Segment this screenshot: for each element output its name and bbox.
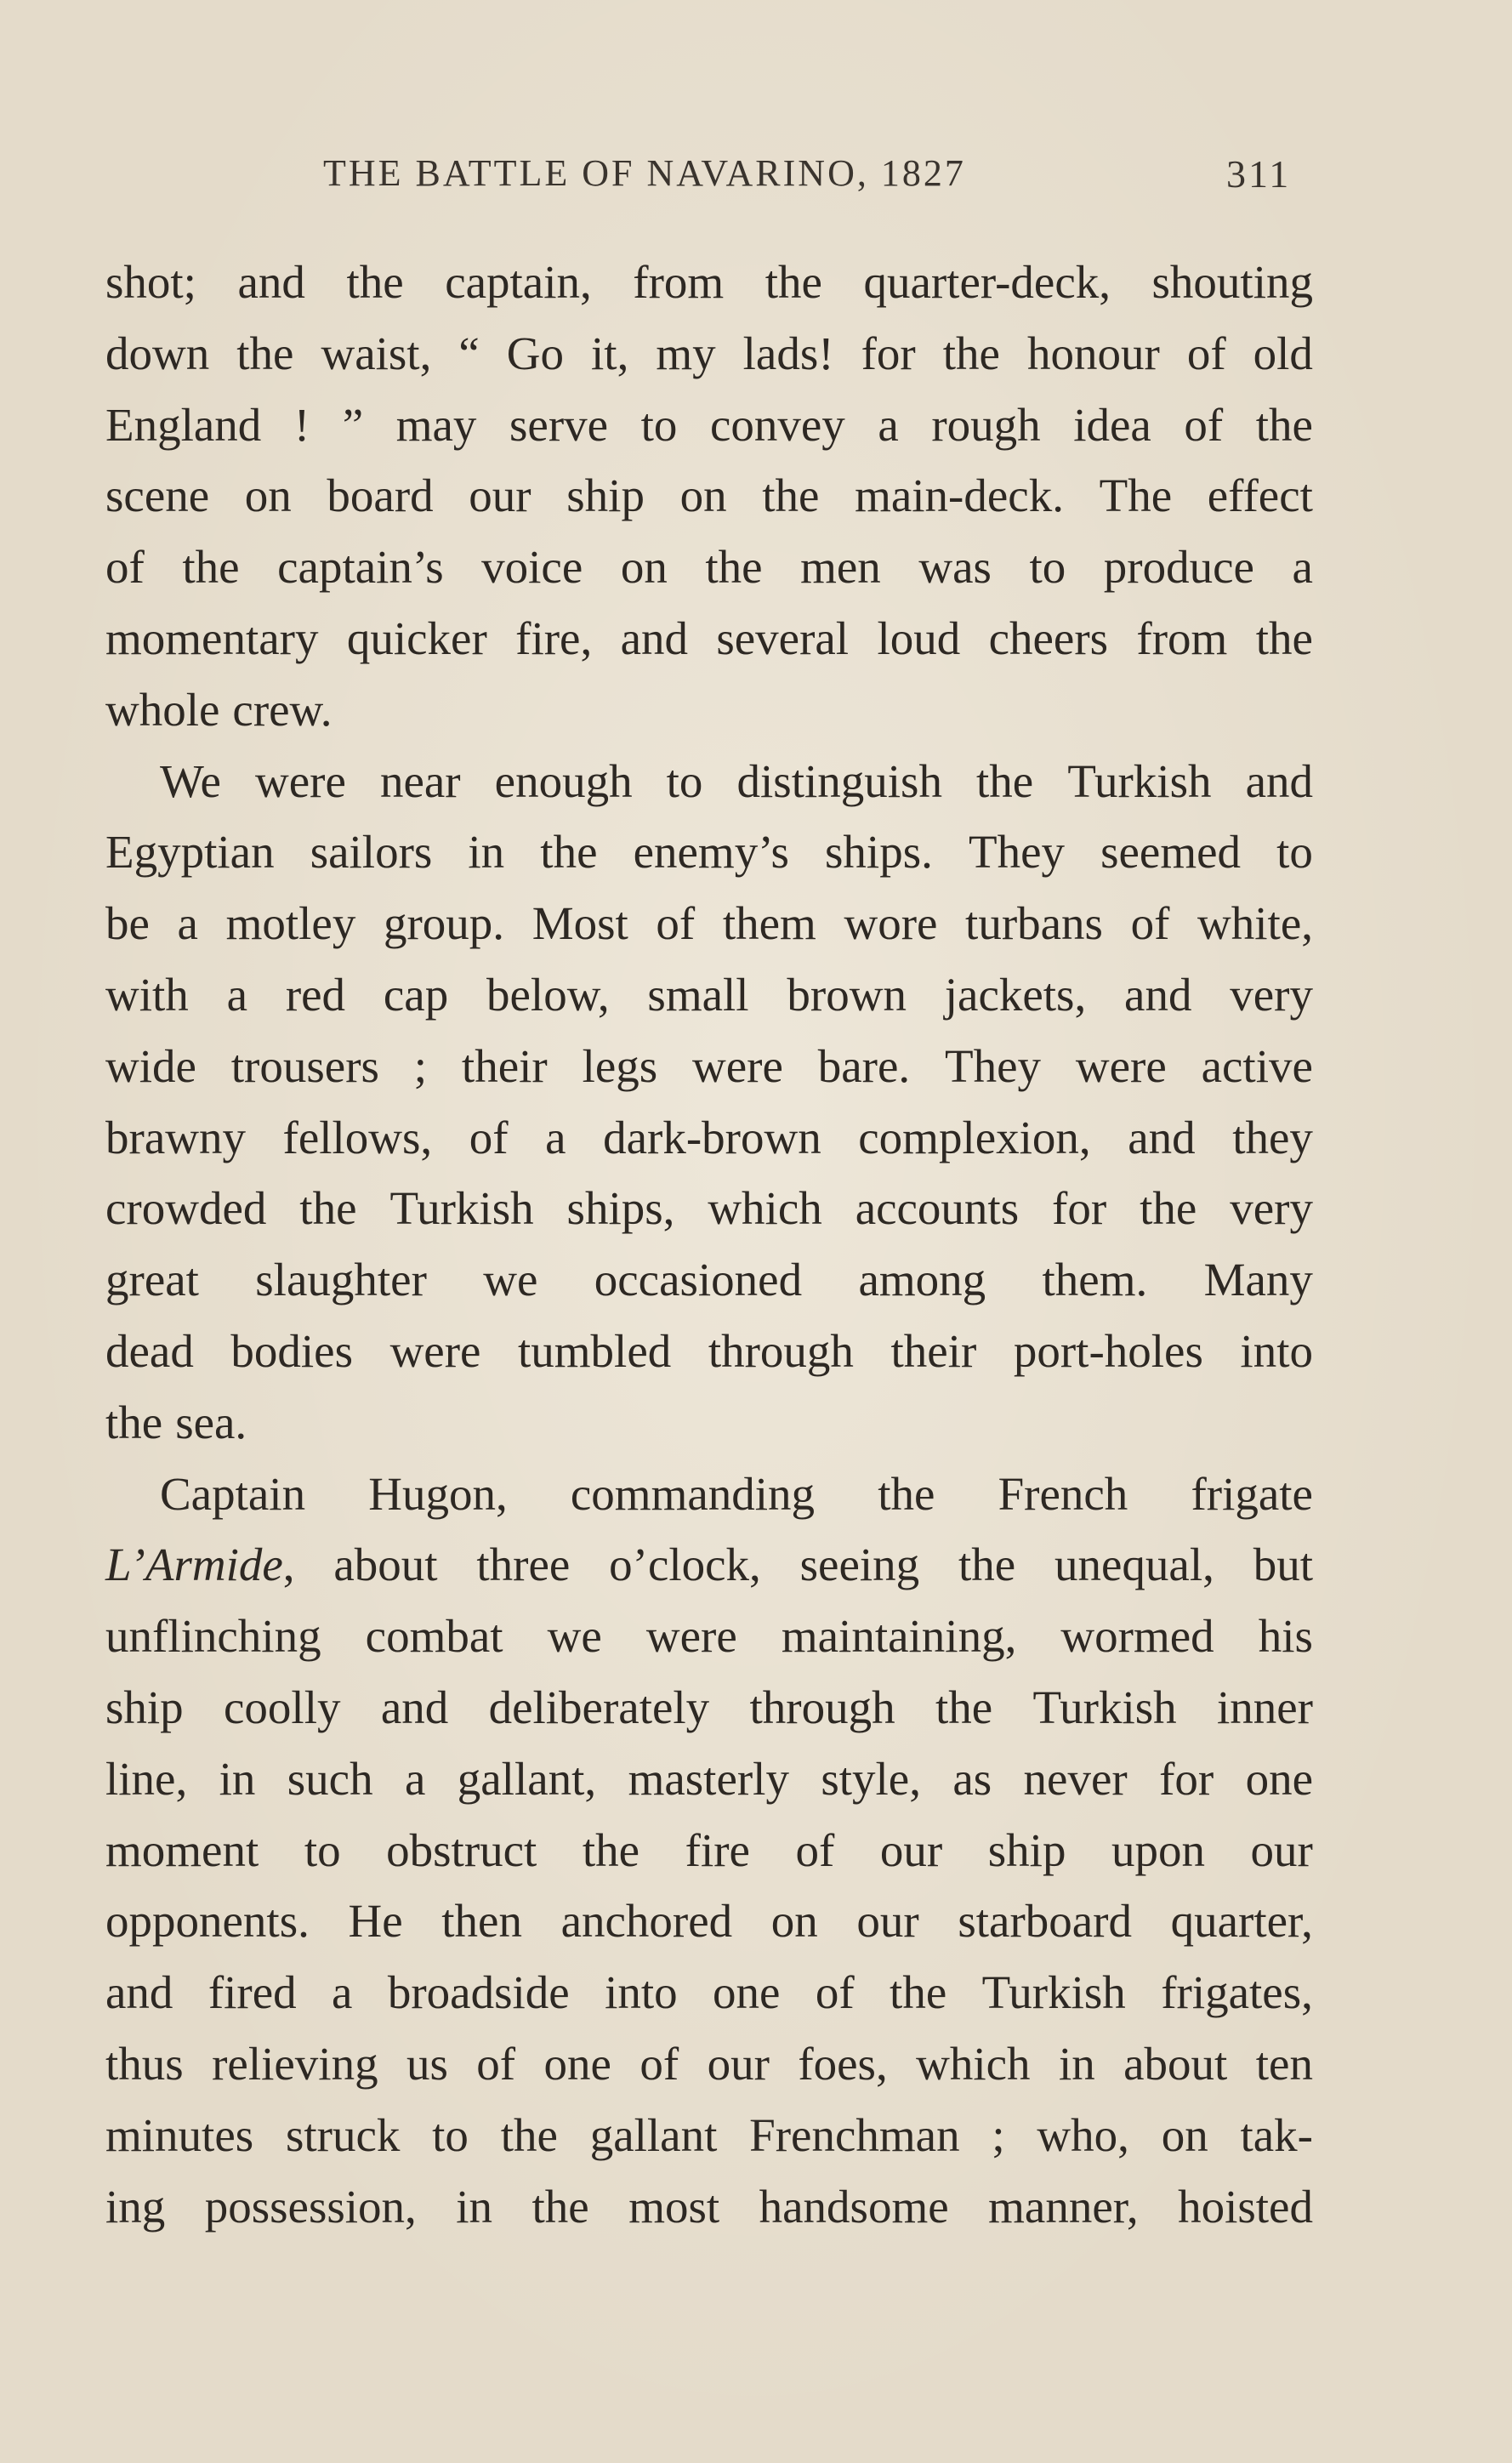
text-line: dead bodies were tumbled through their port-holes into bbox=[105, 1324, 1313, 1377]
text-line: line, in such a gallant, masterly style, as never for one bbox=[105, 1752, 1313, 1805]
running-head: THE BATTLE OF NAVARINO, 1827 bbox=[323, 152, 966, 194]
text-line: shot; and the captain, from the quarter-deck, shouting bbox=[105, 256, 1313, 308]
text-line: unflinching combat we were maintaining, wormed his bbox=[105, 1610, 1313, 1663]
text-line: of the captain’s voice on the men was to produce a bbox=[105, 541, 1313, 594]
text-line: wide trousers ; their legs were bare. They were active bbox=[105, 1039, 1313, 1092]
text-line: crowded the Turkish ships, which accounts for the very bbox=[105, 1182, 1313, 1235]
text-line: momentary quicker fire, and several loud cheers from the bbox=[105, 611, 1313, 664]
text-line: brawny fellows, of a dark-brown complexion, and they bbox=[105, 1111, 1313, 1163]
text-line: thus relieving us of one of our foes, which in about ten bbox=[105, 2037, 1313, 2090]
text-line: with a red cap below, small brown jackets, and very bbox=[105, 968, 1313, 1021]
text-line: minutes struck to the gallant Frenchman ; who, on tak- bbox=[105, 2108, 1313, 2161]
text-line: the sea. bbox=[105, 1396, 247, 1448]
text-line: moment to obstruct the fire of our ship upon our bbox=[105, 1823, 1313, 1876]
text-line: Egyptian sailors in the enemy’s ships. They seemed to bbox=[105, 826, 1313, 879]
body-text bbox=[105, 247, 1313, 2242]
text-line: ing possession, in the most handsome manner, hoisted bbox=[105, 2180, 1313, 2233]
text-line: down the waist, “ Go it, my lads! for the honour of old bbox=[105, 327, 1313, 379]
text-line: L’Armide, about three o’clock, seeing the unequal, but bbox=[105, 1539, 1313, 1591]
text-line: England ! ” may serve to convey a rough idea of the bbox=[105, 398, 1313, 451]
text-line: scene on board our ship on the main-deck. The effect bbox=[105, 469, 1313, 522]
text-line: ship coolly and deliberately through the Turkish inner bbox=[105, 1681, 1313, 1733]
page-number: 311 bbox=[1226, 152, 1292, 196]
text-line: great slaughter we occasioned among them. Many bbox=[105, 1254, 1313, 1306]
text-line: be a motley group. Most of them wore turbans of white, bbox=[105, 897, 1313, 950]
text-line: Captain Hugon, commanding the French frigate bbox=[160, 1467, 1313, 1520]
text-line: opponents. He then anchored on our starboard quarter, bbox=[105, 1895, 1313, 1948]
text-line: We were near enough to distinguish the Turkish and bbox=[160, 754, 1313, 807]
text-line: whole crew. bbox=[105, 683, 333, 736]
text-line: and fired a broadside into one of the Turkish frigates, bbox=[105, 1966, 1313, 2019]
